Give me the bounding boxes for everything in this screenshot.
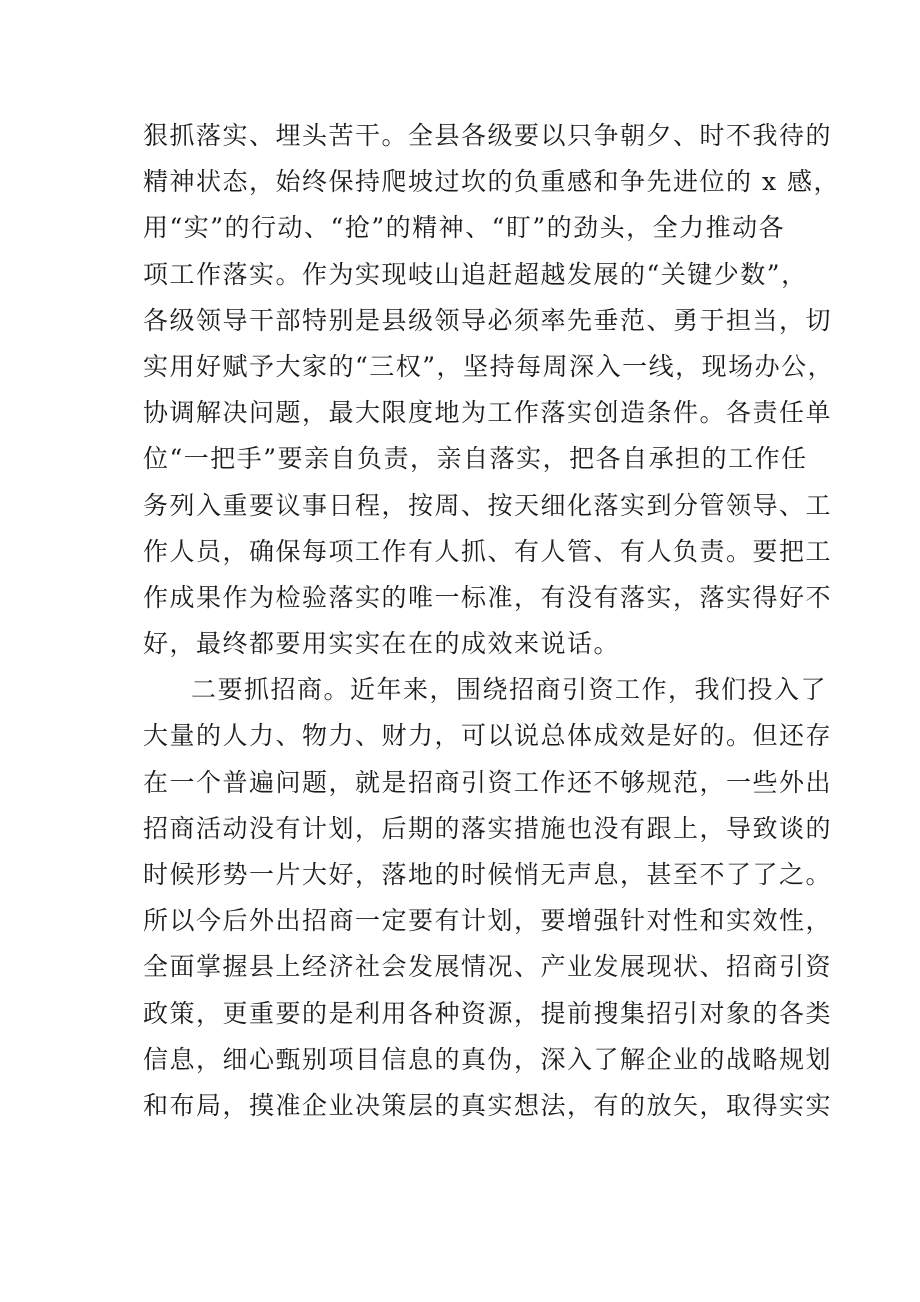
text-line: 和布局，摸准企业决策层的真实想法，有的放矢，取得实实 [143,1090,833,1120]
text-line: 信息，细心甄别项目信息的真伪，深入了解企业的战略规划 [143,1044,833,1074]
text-line: 在一个普遍问题，就是招商引资工作还不够规范，一些外出 [143,767,833,797]
text-line: 务列入重要议事日程，按周、按天细化落实到分管领导、工 [143,490,833,520]
text-line: 狠抓落实、埋头苦干。全县各级要以只争朝夕、时不我待的 [143,121,833,150]
text-line: 精神状态，始终保持爬坡过坎的负重感和争先进位的 x 感， [143,167,840,197]
text-line: 所以今后外出招商一定要有计划，要增强针对性和实效性， [143,906,833,936]
text-line: 项工作落实。作为实现岐山追赶超越发展的“关键少数”， [143,259,808,289]
text-line: 位“一把手”要亲自负责，亲自落实，把各自承担的工作任 [143,444,808,474]
text-line: 作成果作为检验落实的唯一标准，有没有落实，落实得好不 [143,582,833,612]
text-line: 好，最终都要用实实在在的成效来说话。 [143,629,621,659]
text-line: 全面掌握县上经济社会发展情况、产业发展现状、招商引资 [143,952,833,982]
text-line: 各级领导干部特别是县级领导必须率先垂范、勇于担当，切 [143,305,833,335]
text-line: 用“实”的行动、“抢”的精神、“盯”的劲头，全力推动各 [143,213,786,243]
text-line: 实用好赋予大家的“三权”，坚持每周深入一线，现场办公， [143,351,835,381]
paragraph-accountability [143,113,840,667]
text-line: 作人员，确保每项工作有人抓、有人管、有人负责。要把工 [143,536,833,566]
text-line: 大量的人力、物力、财力，可以说总体成效是好的。但还存 [143,721,833,751]
text-line: 二要抓招商。近年来，围绕招商引资工作，我们投入了 [191,675,828,705]
document-body [143,113,840,1129]
text-line: 时候形势一片大好，落地的时候悄无声息，甚至不了了之。 [143,860,833,889]
paragraph-investment-attraction [143,667,833,1129]
text-line: 协调解决问题，最大限度地为工作落实创造条件。各责任单 [143,398,833,428]
text-line: 招商活动没有计划，后期的落实措施也没有跟上，导致谈的 [143,813,833,843]
text-line: 政策，更重要的是利用各种资源，提前搜集招引对象的各类 [143,998,833,1028]
